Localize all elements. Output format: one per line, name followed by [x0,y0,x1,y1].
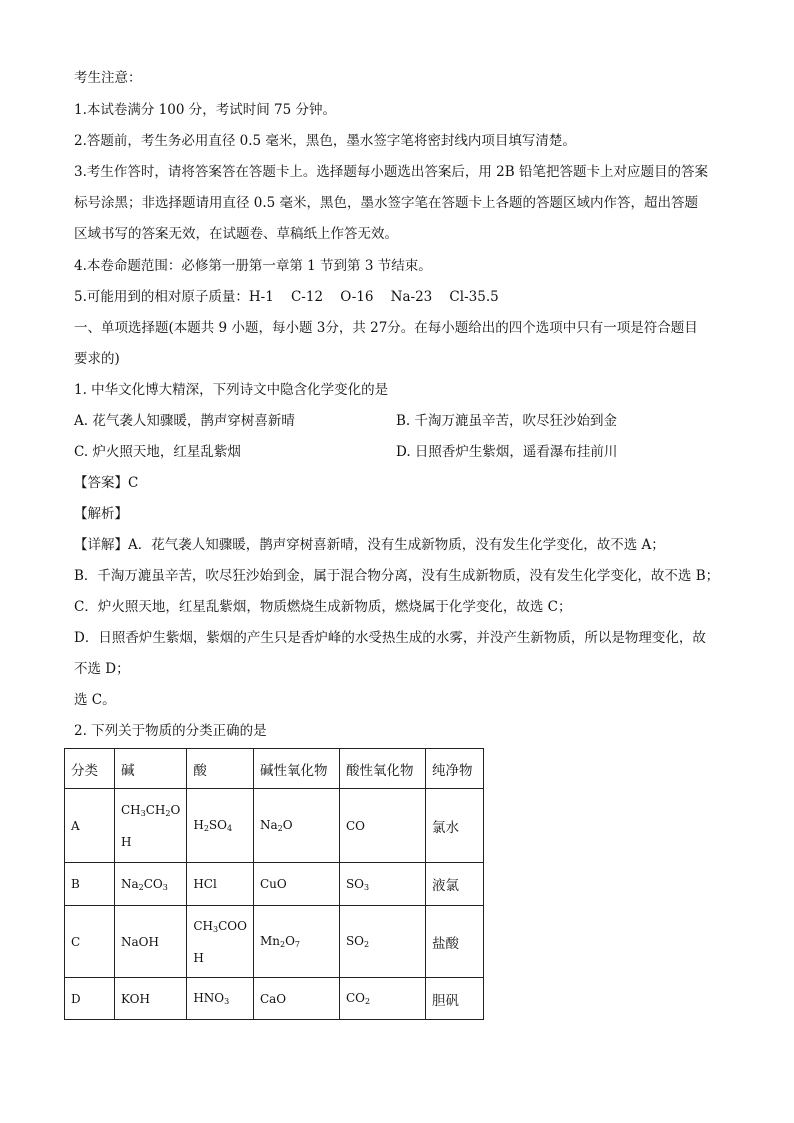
pure-substance-cell: 氯水 [425,789,483,863]
acid-cell: $HNO_3$ [187,978,254,1020]
header-cell: 碱 [115,749,187,789]
classification-table [64,748,484,1020]
table-header-row [65,749,484,789]
notice-title: 考生注意： [74,70,142,86]
base-cell: KOH [115,978,187,1020]
acid-cell: $H_2SO_4$ [187,789,254,863]
notice-item-2: 2.答题前，考生务必用直径 0.5 毫米，黑色，墨水签字笔将密封线内项目填写清楚。 [74,133,576,149]
base-cell: $Na_2CO_3$ [115,863,187,906]
row-label: C [65,906,115,978]
section-heading-cont: 要求的) [74,351,120,367]
acidic-oxide-cell: $CO_2$ [339,978,425,1020]
table-row [65,906,484,978]
pure-substance-cell: 盐酸 [425,906,483,978]
table-row [65,863,484,906]
acid-cell: HCl [187,863,254,906]
question-1-option-b: B. 千淘万漉虽辛苦，吹尽狂沙始到金 [396,413,618,429]
section-heading: 一、单项选择题(本题共 9 小题，每小题 3分，共 27分。在每小题给出的四个选项中只有一项是符合题目 [74,320,698,336]
question-1-conclusion: 选 C。 [74,692,116,708]
base-cell: NaOH [115,906,187,978]
acidic-oxide-cell: CO [339,789,425,863]
acidic-oxide-cell: $SO_3$ [339,863,425,906]
question-1-detail-d: D．日照香炉生紫烟，紫烟的产生只是香炉峰的水受热生成的水雾，并没产生新物质，所以是物理变化，故 [74,630,706,646]
question-1-option-a: A. 花气袭人知骤暖，鹊声穿树喜新晴 [74,413,295,429]
question-1-answer [74,473,138,493]
question-1-detail-a [74,535,665,555]
acid-cell: $CH_3COO$ H [187,906,254,978]
basic-oxide-cell: CaO [253,978,339,1020]
acidic-oxide-cell: $SO_2$ [339,906,425,978]
table-row [65,789,484,863]
notice-item-3: 3.考生作答时，请将答案答在答题卡上。选择题每小题选出答案后，用 2B 铅笔把答题卡上对应题目的答案 [74,164,708,180]
question-1-option-d: D. 日照香炉生紫烟，遥看瀑布挂前川 [396,444,618,460]
row-label: A [65,789,115,863]
question-1-detail-c: C．炉火照天地，红星乱紫烟，物质燃烧生成新物质，燃烧属于化学变化，故选 C； [74,599,572,615]
question-1-option-c: C. 炉火照天地，红星乱紫烟 [74,444,241,460]
row-label: D [65,978,115,1020]
question-1-analysis-tag: 【解析】 [74,506,128,522]
notice-item-4: 4.本卷命题范围：必修第一册第一章第 1 节到第 3 节结束。 [74,258,432,274]
basic-oxide-cell: CuO [253,863,339,906]
pure-substance-cell: 胆矾 [425,978,483,1020]
header-cell: 酸性氧化物 [339,749,425,789]
detail-tag: 【详解】 [74,537,128,553]
question-1-detail-b: B．千淘万漉虽辛苦，吹尽狂沙始到金，属于混合物分离，没有生成新物质，没有发生化学变化，故不选 B； [74,568,720,584]
basic-oxide-cell: $Na_2O$ [253,789,339,863]
header-cell: 分类 [65,749,115,789]
answer-tag: 【答案】 [74,475,128,491]
row-label: B [65,863,115,906]
notice-item-5: 5.可能用到的相对原子质量：H-1 C-12 O-16 Na-23 Cl-35.5 [74,289,499,305]
question-1-stem: 1. 中华文化博大精深，下列诗文中隐含化学变化的是 [74,382,389,398]
basic-oxide-cell: $Mn_2O_7$ [253,906,339,978]
table-row [65,978,484,1020]
notice-item-3-cont2: 区域书写的答案无效，在试题卷、草稿纸上作答无效。 [74,226,398,242]
header-cell: 纯净物 [425,749,483,789]
question-2-stem: 2. 下列关于物质的分类正确的是 [74,723,267,739]
answer-value: C [128,475,139,491]
pure-substance-cell: 液氯 [425,863,483,906]
header-cell: 碱性氧化物 [253,749,339,789]
notice-item-3-cont: 标号涂黑；非选择题请用直径 0.5 毫米，黑色，墨水签字笔在答题卡上各题的答题区域内作答，超出答题 [74,195,699,211]
base-cell: $CH_3CH_2O$ H [115,789,187,863]
header-cell: 酸 [187,749,254,789]
question-1-detail-d-cont: 不选 D； [74,661,130,677]
detail-line-a: A．花气袭人知骤暖，鹊声穿树喜新晴，没有生成新物质，没有发生化学变化，故不选 A； [128,537,665,553]
notice-item-1: 1.本试卷满分 100 分，考试时间 75 分钟。 [74,102,336,118]
